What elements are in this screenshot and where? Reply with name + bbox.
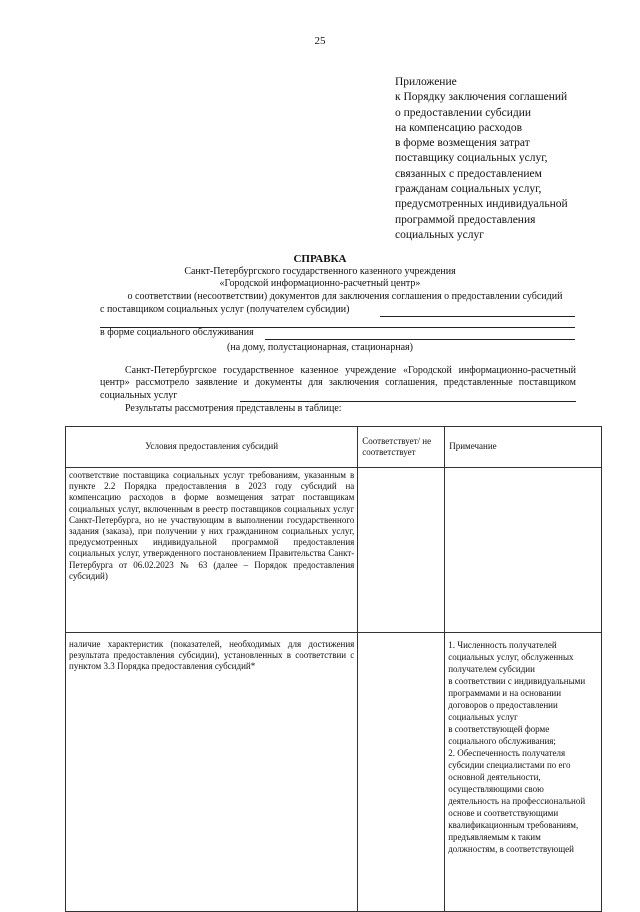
note-line: в соответствующей форме	[448, 724, 550, 734]
note-line: социального обслуживания;	[448, 736, 556, 746]
form-blank-line	[265, 339, 575, 340]
note-line: в соответствии с индивидуальными	[448, 676, 586, 686]
appendix-line: к Порядку заключения соглашений	[395, 91, 568, 104]
appendix-line: в форме возмещения затрат	[395, 137, 530, 150]
note-line: 1. Численность получателей	[448, 640, 557, 650]
form-options: (на дому, полустационарная, стационарная)	[227, 342, 413, 353]
appendix-line: Приложение	[395, 76, 457, 88]
appendix-line: о предоставлении субсидии	[395, 106, 532, 119]
header-conditions: Условия предоставления субсидий	[66, 427, 358, 468]
intro-paragraph	[100, 365, 576, 402]
table-row	[66, 633, 602, 912]
appendix-line: на компенсацию расходов	[395, 121, 523, 134]
note-line: деятельность на профессиональной	[448, 796, 586, 806]
appendix-line: предусмотренных индивидуальной	[395, 198, 568, 211]
condition-cell: наличие характеристик (показателей, необходимых для достижения результата предоставления субсидии), установленных в соответствии с пунктом 3.3 Порядка предоставления субсидий*	[66, 633, 358, 912]
note-line: квалификационным требованиям,	[448, 820, 579, 830]
intro-paragraph-text: Санкт-Петербургское государственное казенное учреждение «Городской информационно-расчетный центр» рассмотрело заявление и документы для заключения соглашения, представленные поставщиком социальных услуг	[100, 365, 576, 401]
appendix-line: социальных услуг	[395, 228, 484, 241]
subject-line: о соответствии (несоответствии) документов для заключения соглашения о предоставлении субсидий	[127, 291, 563, 302]
appendix-line: связанных с предоставлением	[395, 167, 542, 180]
intro-blank-line	[240, 401, 576, 402]
condition-cell: соответствие поставщика социальных услуг требованиям, указанным в пункте 2.2 Порядка предоставления в 2023 году субсидий на компенсацию расходов в форме возмещения затрат поставщикам социальных услуг, включенным в реестр поставщиков социальных услуг Санкт-Петербурга, но не участвующим в выполнении государственного задания (заказа), при получении у них гражданином социальных услуг, предусмотренных индивидуальной программой предоставления социальных услуг, утвержденного постановлением Правительства Санкт-Петербурга от 06.02.2023 № 63 (далее – Порядок предоставления субсидий)	[66, 468, 358, 633]
note-line: социальных услуг, обслуженных	[448, 652, 574, 662]
note-line: основной деятельности,	[448, 772, 541, 782]
supplier-blank-line	[380, 316, 575, 317]
table-header-row	[66, 427, 602, 468]
form-label: в форме социального обслуживания	[100, 327, 254, 338]
institution-line-2: «Городской информационно-расчетный центр»	[219, 278, 421, 289]
note-line: предъявляемым к таким	[448, 832, 541, 842]
appendix-line: поставщику социальных услуг,	[395, 152, 548, 165]
note-line: 2. Обеспеченность получателя	[448, 748, 566, 758]
appendix-block	[395, 75, 605, 243]
header-status: Соответствует/ не соответствует	[358, 427, 445, 468]
note-line: программами и на основании	[448, 688, 562, 698]
note-line: должностям, в соответствующей	[448, 844, 574, 854]
page-number: 25	[314, 35, 326, 47]
note-cell[interactable]	[445, 633, 602, 912]
note-line: субсидии специалистами по его	[448, 760, 571, 770]
table-row	[66, 468, 602, 633]
conditions-table	[65, 426, 602, 912]
header-note: Примечание	[445, 427, 602, 468]
appendix-line: программой предоставления	[395, 213, 536, 226]
supplier-label: с поставщиком социальных услуг (получателем субсидии)	[100, 304, 350, 315]
status-cell[interactable]	[358, 468, 445, 633]
note-line: договоров о предоставлении	[448, 700, 558, 710]
appendix-line: гражданам социальных услуг,	[395, 183, 542, 196]
status-cell[interactable]	[358, 633, 445, 912]
note-line: осуществляющими свою	[448, 784, 544, 794]
note-line: получателем субсидии	[448, 664, 535, 674]
institution-line-1: Санкт-Петербургского государственного казенного учреждения	[184, 266, 456, 277]
note-line: основе и соответствующими	[448, 808, 559, 818]
note-line: социальных услуг	[448, 712, 518, 722]
document-title: СПРАВКА	[293, 253, 347, 265]
note-cell[interactable]	[445, 468, 602, 633]
results-line: Результаты рассмотрения представлены в таблице:	[125, 403, 342, 414]
